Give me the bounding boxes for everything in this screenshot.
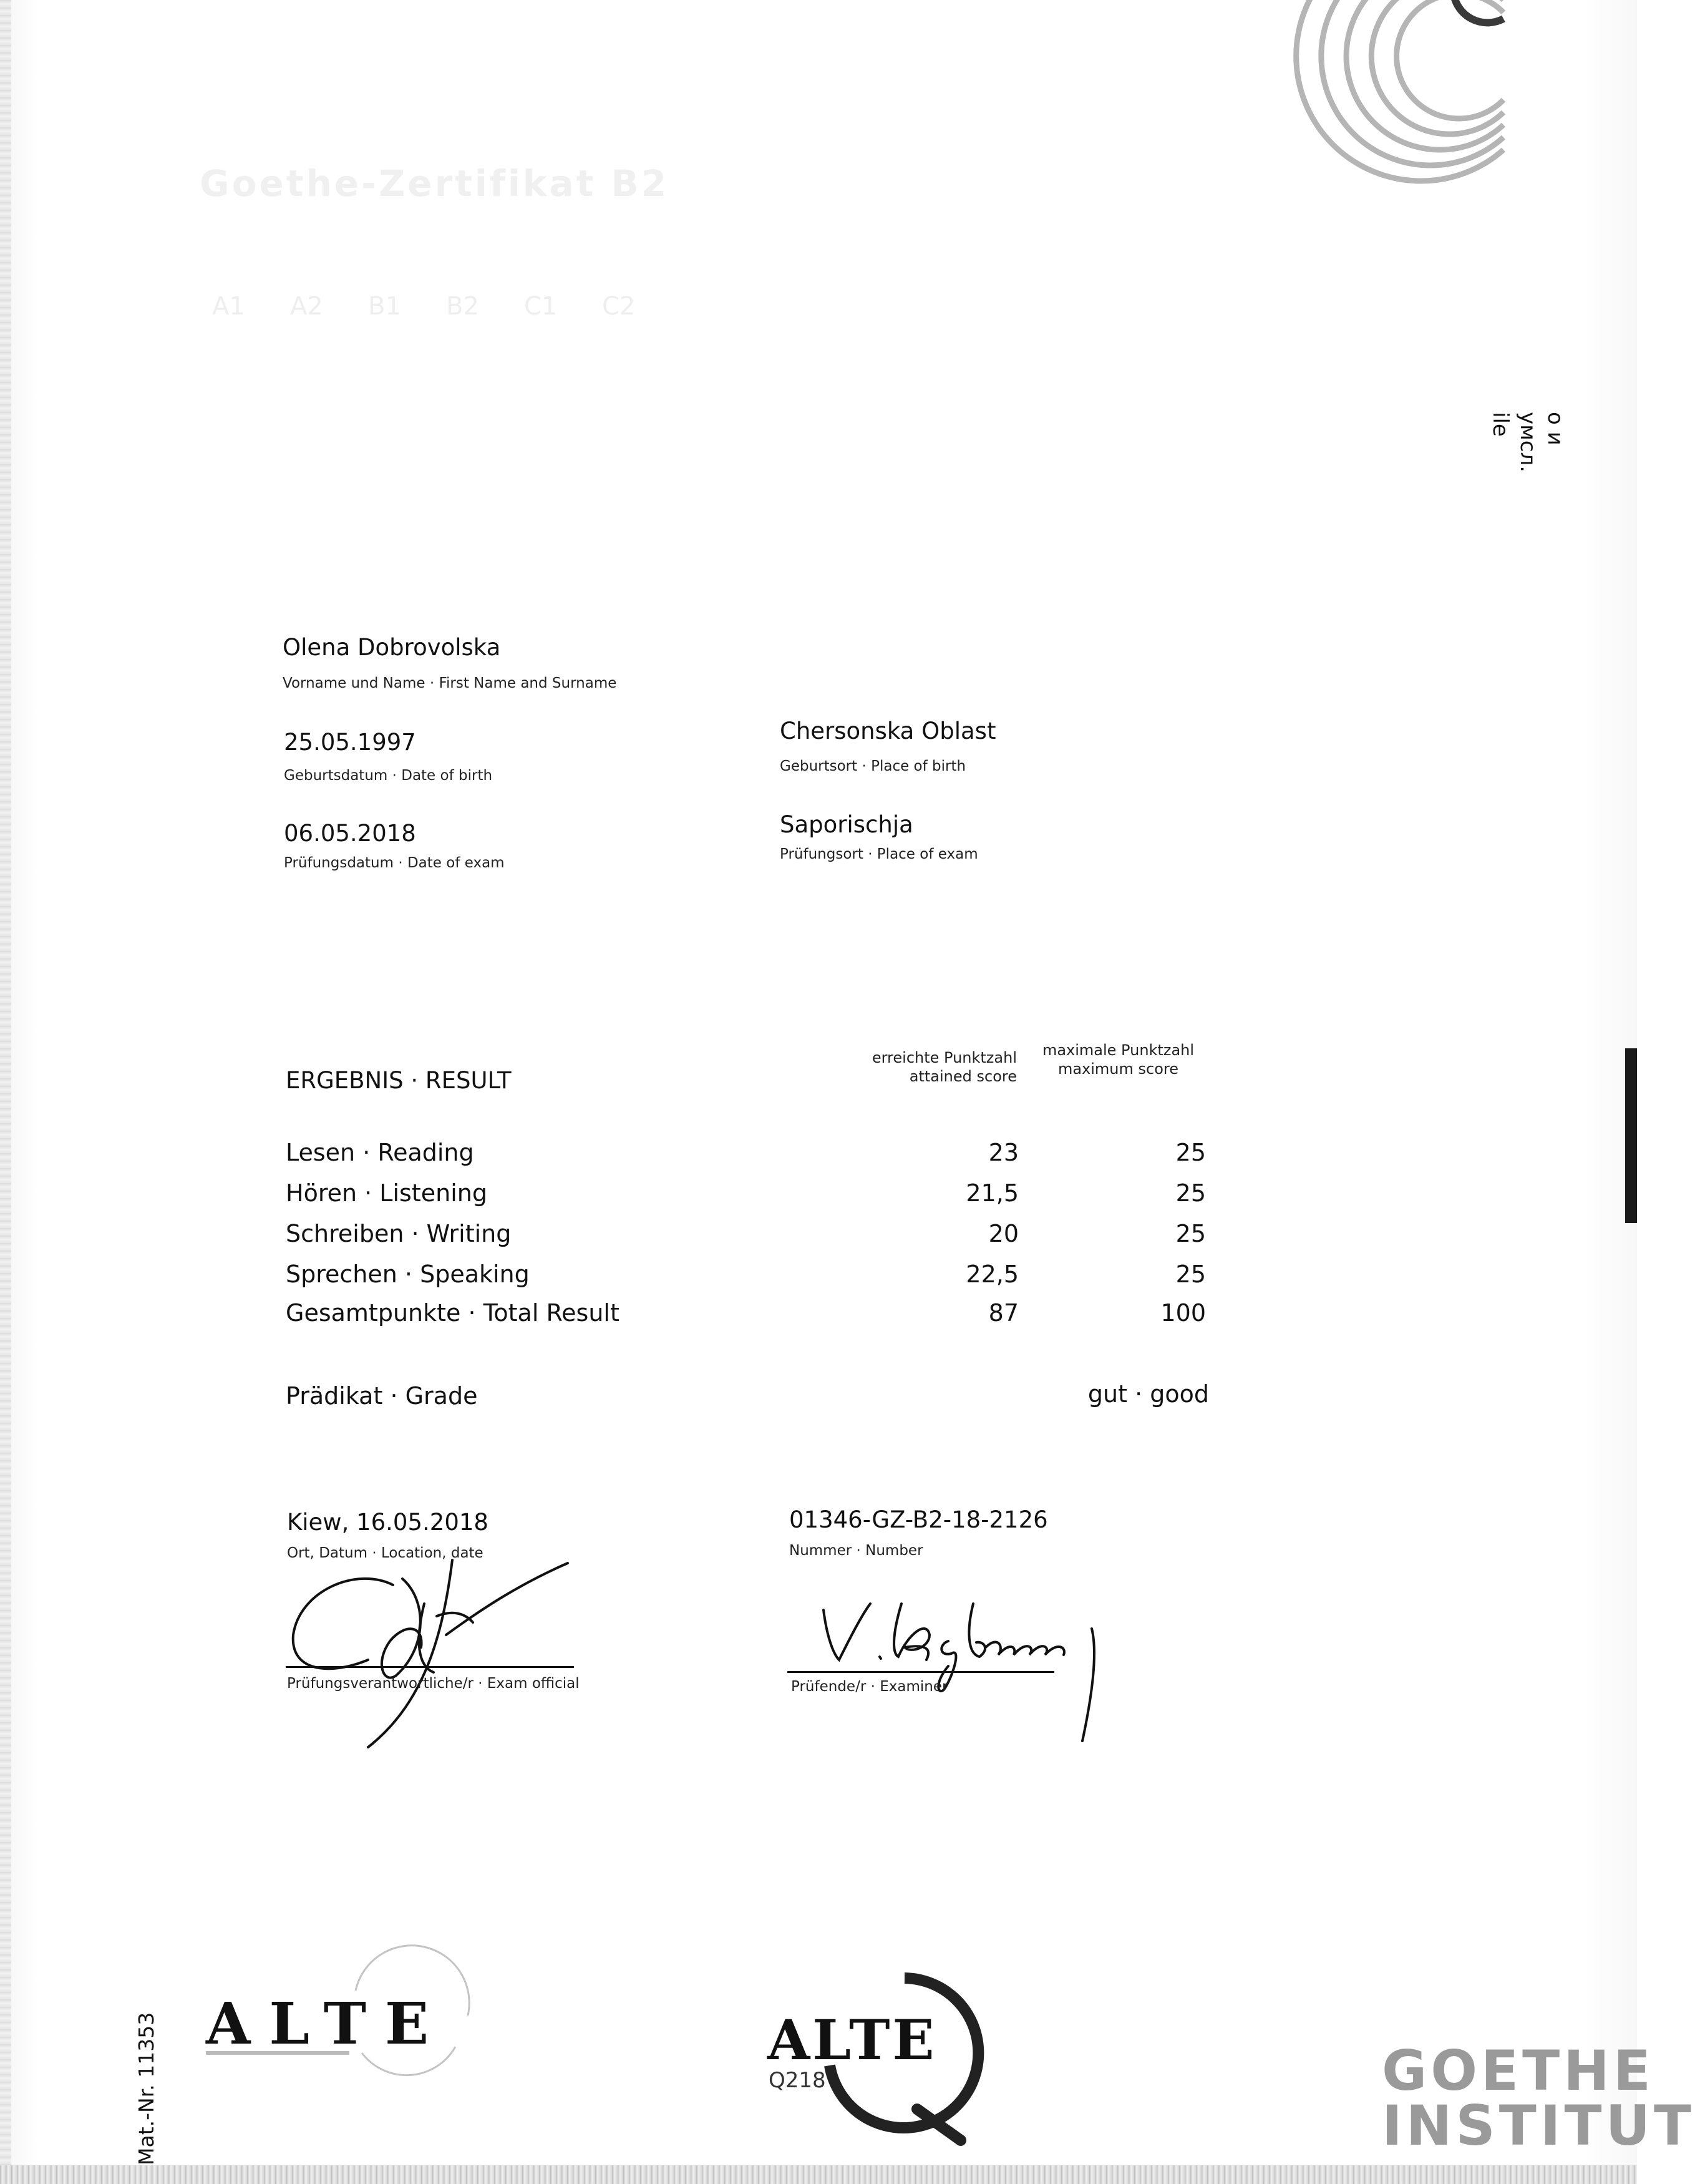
- score-attained: 87: [988, 1299, 1019, 1327]
- issue-place-date: Kiew, 16.05.2018: [287, 1509, 488, 1536]
- score-max: 25: [1175, 1139, 1206, 1166]
- date-of-birth-label: Geburtsdatum · Date of birth: [284, 768, 493, 784]
- exam-date: 06.05.2018: [284, 820, 416, 847]
- score-label: Hören · Listening: [286, 1179, 487, 1207]
- candidate-name-label: Vorname und Name · First Name and Surname: [283, 675, 617, 691]
- attained-header-en: attained score: [909, 1068, 1017, 1085]
- official-label: Prüfungsverantwortliche/r · Exam official: [287, 1675, 580, 1692]
- place-of-birth: Chersonska Oblast: [780, 718, 996, 744]
- level-item: A1: [212, 292, 245, 321]
- score-attained: 21,5: [966, 1179, 1019, 1207]
- max-header-de: maximale Punktzahl: [1042, 1041, 1195, 1059]
- goethe-institut-logo: [1382, 2039, 1695, 2158]
- scan-bottom-edge: [0, 2165, 1637, 2184]
- score-row-listening: [286, 1179, 1209, 1217]
- score-label: Gesamtpunkte · Total Result: [286, 1299, 619, 1327]
- result-title: ERGEBNIS · RESULT: [286, 1067, 512, 1094]
- adjacent-text-line: о и: [1543, 412, 1568, 446]
- certificate-number: 01346-GZ-B2-18-2126: [789, 1506, 1048, 1533]
- exam-date-label: Prüfungsdatum · Date of exam: [284, 855, 505, 871]
- score-row-writing: [286, 1220, 1209, 1257]
- faded-certificate-title: Goethe-Zertifikat B2: [200, 162, 669, 205]
- place-of-birth-label: Geburtsort · Place of birth: [780, 758, 966, 774]
- level-item: B1: [368, 292, 401, 321]
- exam-place-label: Prüfungsort · Place of exam: [780, 846, 978, 862]
- level-item: C2: [602, 292, 636, 321]
- score-label: Lesen · Reading: [286, 1139, 474, 1166]
- examiner-signature-line: [787, 1671, 1054, 1673]
- max-header-en: maximum score: [1057, 1060, 1179, 1078]
- adjacent-text-line: ile: [1487, 412, 1513, 437]
- score-row-total: [286, 1299, 1209, 1337]
- alte-logo-left: [200, 1966, 487, 2065]
- max-score-header: [1036, 1041, 1201, 1078]
- official-signature: [274, 1541, 599, 1760]
- score-row-speaking: [286, 1260, 1209, 1298]
- scan-left-edge: [0, 0, 11, 2184]
- grade-value: gut · good: [1087, 1380, 1209, 1408]
- score-max: 25: [1175, 1179, 1206, 1207]
- adjacent-text-line: умсл.: [1515, 412, 1540, 473]
- date-of-birth: 25.05.1997: [284, 729, 416, 756]
- level-item: C1: [524, 292, 558, 321]
- alte-center-text: ALTE: [767, 2007, 937, 2072]
- score-max: 25: [1175, 1220, 1206, 1247]
- score-attained: 20: [988, 1220, 1019, 1247]
- goethe-logo-line: INSTITUT: [1382, 2094, 1695, 2158]
- score-max: 100: [1160, 1299, 1206, 1327]
- faded-level-row: [212, 292, 680, 321]
- material-number: Mat.-Nr. 11353: [134, 2012, 158, 2165]
- goethe-logo-line: GOETHE: [1382, 2039, 1654, 2103]
- alte-left-text: ALTE: [206, 1990, 448, 2057]
- certificate-number-label: Nummer · Number: [789, 1543, 923, 1559]
- scan-right-shadow: [1625, 1048, 1637, 1223]
- score-row-reading: [286, 1139, 1209, 1176]
- goethe-circle-logo: [1316, 0, 1522, 150]
- level-item: A2: [290, 292, 323, 321]
- exam-place: Saporischja: [780, 811, 913, 838]
- issue-place-date-label: Ort, Datum · Location, date: [287, 1545, 483, 1561]
- quality-code: Q218: [769, 2068, 826, 2093]
- score-label: Schreiben · Writing: [286, 1220, 512, 1247]
- grade-label: Prädikat · Grade: [286, 1382, 478, 1410]
- adjacent-page-text: [1486, 412, 1569, 472]
- alte-q-logo: [761, 1972, 986, 2147]
- attained-score-header: [848, 1048, 1017, 1086]
- examiner-label: Prüfende/r · Examiner: [791, 1679, 948, 1695]
- score-label: Sprechen · Speaking: [286, 1260, 530, 1288]
- official-signature-line: [286, 1666, 574, 1668]
- attained-header-de: erreichte Punktzahl: [872, 1049, 1017, 1066]
- level-item: B2: [446, 292, 479, 321]
- score-attained: 22,5: [966, 1260, 1019, 1288]
- candidate-name: Olena Dobrovolska: [283, 634, 501, 661]
- score-max: 25: [1175, 1260, 1206, 1288]
- score-attained: 23: [988, 1139, 1019, 1166]
